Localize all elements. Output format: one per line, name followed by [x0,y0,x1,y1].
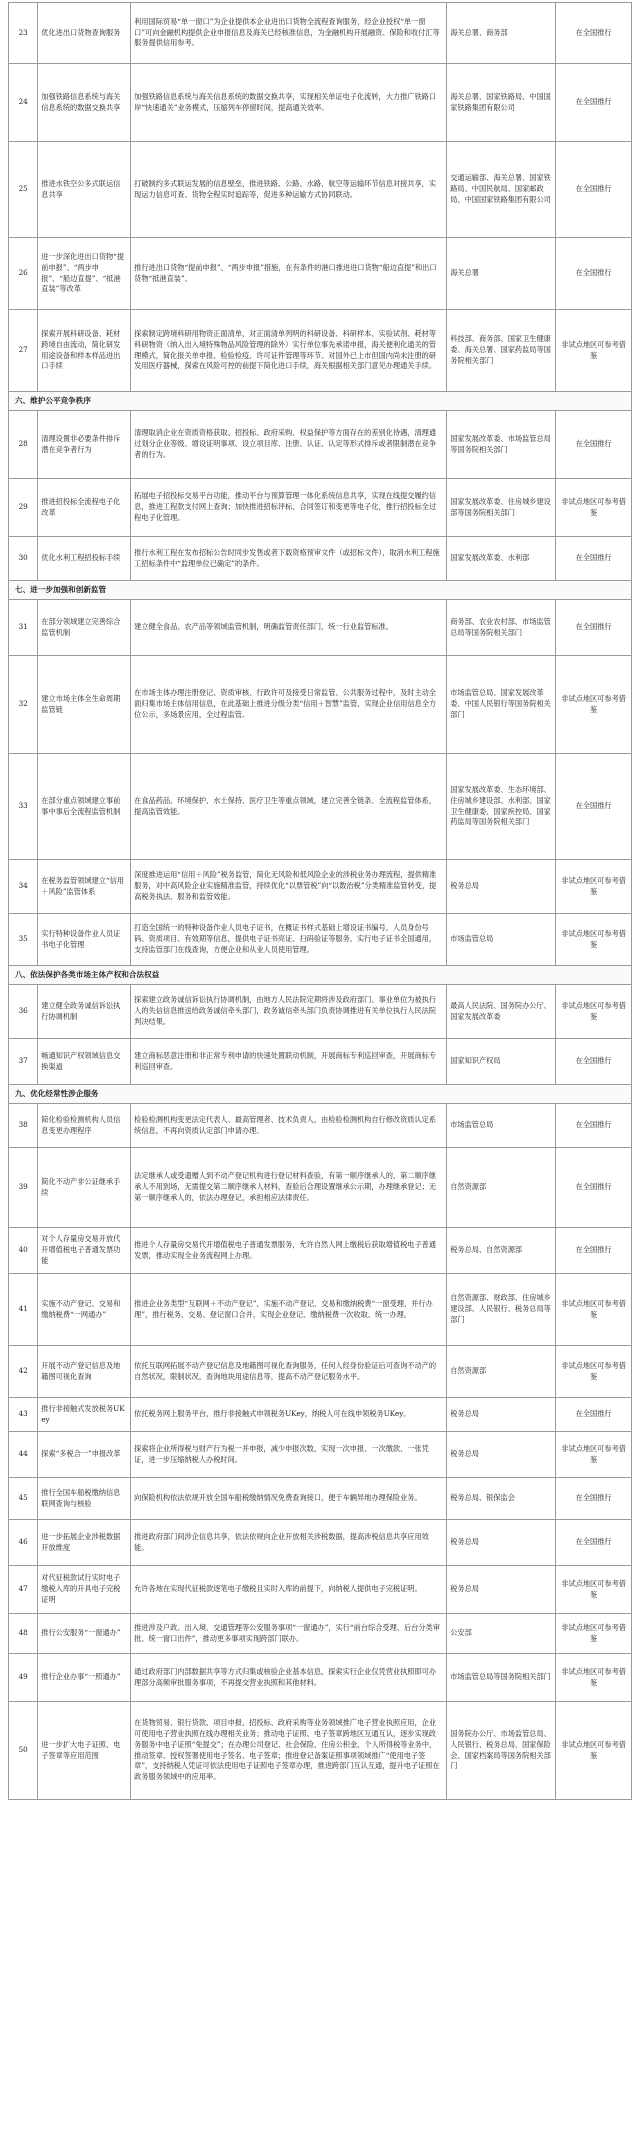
section-title: 九、优化经常性涉企服务 [9,1085,632,1104]
responsible-departments: 税务总局 [447,1398,556,1432]
reform-item-name: 优化进出口货物查询服务 [38,3,131,64]
responsible-departments: 自然资源部、财政部、住房城乡建设部、人民银行、税务总局等部门 [447,1274,556,1346]
reform-item-name: 对代征税款试行实时电子缴税入库的开具电子完税证明 [38,1566,131,1614]
reform-item-content: 允许各地在实现代征税款逐笔电子缴税且实时入库的前提下，向纳税人提供电子完税证明。 [131,1566,447,1614]
responsible-departments: 市场监管总局 [447,914,556,966]
responsible-departments: 公安部 [447,1614,556,1654]
reform-item-content: 通过政府部门内部数据共享等方式归集或核验企业基本信息，探索实行企业仅凭营业执照即可办理部分高频审批服务事项，不再提交营业执照和其他材料。 [131,1654,447,1702]
responsible-departments: 自然资源部 [447,1148,556,1228]
row-number: 47 [9,1566,38,1614]
implementation-scope: 非试点地区可参考借鉴 [556,1614,632,1654]
row-number: 29 [9,479,38,537]
reform-item-name: 在部分领域建立完善综合监管机制 [38,600,131,656]
responsible-departments: 海关总署、商务部 [447,3,556,64]
row-number: 23 [9,3,38,64]
implementation-scope: 非试点地区可参考借鉴 [556,985,632,1039]
reform-item-name: 加强铁路信息系统与海关信息系统的数据交换共享 [38,64,131,142]
section-title: 六、维护公平竞争秩序 [9,392,632,411]
table-row [9,411,632,479]
reform-item-content: 在市场主体办理注册登记、资质审核、行政许可及接受日常监管、公共服务过程中，及时主动全面归集市场主体信用信息，在此基础上推进分级分类“信用＋智慧”监管，实现企业信用信息全方位公示，多场景应用，全过程监管。 [131,656,447,754]
reform-item-content: 向保险机构依法依规开放全国车船税缴纳情况免费查询接口，便于车辆异地办理保险业务。 [131,1478,447,1520]
row-number: 25 [9,142,38,238]
responsible-departments: 国家知识产权局 [447,1039,556,1085]
reform-item-name: 进一步拓展企业涉税数据开放维度 [38,1520,131,1566]
reform-item-content: 清理取消企业在资质资格获取、招投标、政府采购、权益保护等方面存在的差别化待遇，清理通过划分企业等级、增设证明事项、设立项目库、注册、认证、认定等形式排斥或者限制潜在竞争者的行为。 [131,411,447,479]
table-row [9,754,632,860]
row-number: 49 [9,1654,38,1702]
responsible-departments: 税务总局 [447,1432,556,1478]
reform-item-content: 依托互联网拓展不动产登记信息及地籍图可视化查询服务，任何人经身份验证后可查询不动产的自然状况，限制状况，查询地块用途信息等，提高不动产登记服务水平。 [131,1346,447,1398]
reform-item-content: 探索将企业所得税与财产行为税一并申报，减少申报次数，实现一次申报、一次缴款、一张凭证，进一步压缩纳税人办税时间。 [131,1432,447,1478]
implementation-scope: 在全国推行 [556,1104,632,1148]
reform-item-name: 推行全国车船税缴纳信息联网查询与核验 [38,1478,131,1520]
reform-item-name: 在部分重点领域建立事前事中事后全流程监管机制 [38,754,131,860]
implementation-scope: 在全国推行 [556,1039,632,1085]
reform-item-name: 清理设置非必要条件排斥潜在竞争者行为 [38,411,131,479]
row-number: 40 [9,1228,38,1274]
implementation-scope: 在全国推行 [556,1520,632,1566]
reform-item-name: 进一步扩大电子证照、电子签章等应用范围 [38,1702,131,1800]
row-number: 48 [9,1614,38,1654]
reform-item-content: 拓展电子招投标交易平台功能，推动平台与预算管理一体化系统信息共享，实现在线提交履约信息，推进工程款支付网上查询；加快推进招标评标、合同签订和变更等电子化，推行招投标全过程电子化管理。 [131,479,447,537]
table-row [9,537,632,581]
responsible-departments: 国家发展改革委、水利部 [447,537,556,581]
row-number: 35 [9,914,38,966]
implementation-scope: 在全国推行 [556,1148,632,1228]
table-row [9,1039,632,1085]
table-row [9,1702,632,1800]
row-number: 31 [9,600,38,656]
reform-item-content: 利用国际贸易“单一窗口”为企业提供本企业进出口货物全流程查询服务，经企业授权“单一窗口”可向金融机构提供企业申报信息及海关已经核准信息，为金融机构开展融资、保险和收付汇等服务提供信用参考。 [131,3,447,64]
reform-item-content: 深度推进运用“信用＋风险”税务监管，简化无风险和低风险企业的涉税业务办理流程，提供精准服务，对中高风险企业实施精准监管，持续优化“以票管税”向“以数治税”分类精准监管转变，提高税务执法、服务和监管效能。 [131,860,447,914]
row-number: 42 [9,1346,38,1398]
reform-item-content: 推进企业务类型“互联网＋不动产登记”，实施不动产登记、交易和缴纳税费“一窗受理、并行办理”，推行税务、交易、登记窗口合并，实现企业登记、缴纳税费一次收取、统一办理。 [131,1274,447,1346]
reform-item-content: 打造全国统一的特种设备作业人员电子证书，在概证书样式基础上增设证书编号，人员身份号码、资质项目、有效期等信息，提供电子证书亮证、扫码验证等服务，实行电子证书全国通用，支持监管部门在线查询，方便企业和从业人员使用管理。 [131,914,447,966]
reform-item-name: 推行公安服务“一窗通办” [38,1614,131,1654]
responsible-departments: 交通运输部、海关总署、国家铁路局、中国民航局、国家邮政局、中国国家铁路集团有限公司 [447,142,556,238]
responsible-departments: 国家发展改革委、住房城乡建设部等国务院相关部门 [447,479,556,537]
row-number: 37 [9,1039,38,1085]
responsible-departments: 海关总署、国家铁路局、中国国家铁路集团有限公司 [447,64,556,142]
row-number: 44 [9,1432,38,1478]
implementation-scope: 非试点地区可参考借鉴 [556,860,632,914]
implementation-scope: 在全国推行 [556,1478,632,1520]
table-row [9,1274,632,1346]
implementation-scope: 非试点地区可参考借鉴 [556,310,632,392]
section-heading-row [9,1085,632,1104]
section-title: 八、依法保护各类市场主体产权和合法权益 [9,966,632,985]
table-row [9,1478,632,1520]
responsible-departments: 海关总署 [447,238,556,310]
section-heading-row [9,966,632,985]
reform-item-name: 建立健全政务诚信诉讼执行协调机制 [38,985,131,1039]
row-number: 50 [9,1702,38,1800]
reform-item-content: 建立商标恶意注册和非正常专利申请的快速处置联动机制，开展商标专利巡回审查，开展商标专利巡回审查。 [131,1039,447,1085]
reform-item-content: 打破制约多式联运发展的信息壁垒，推进铁路、公路、水路、航空等运输环节信息对接共享，实现运力信息可查、货物全程实时追踪等，促进多种运输方式协同联动。 [131,142,447,238]
row-number: 33 [9,754,38,860]
reform-item-name: 推进水铁空公多式联运信息共享 [38,142,131,238]
row-number: 30 [9,537,38,581]
implementation-scope: 非试点地区可参考借鉴 [556,1654,632,1702]
responsible-departments: 市场监管总局 [447,1104,556,1148]
reform-item-content: 探索建立政务诚信诉讼执行协调机制，由地方人民法院定期将涉及政府部门、事业单位为被执行人的失信信息推送给政务诚信牵头部门，政务诚信牵头部门负责协调推进有关单位执行人民法院判决结果。 [131,985,447,1039]
reform-item-name: 进一步深化进出口货物“提前申报”、“两步申报”、“船边直提”、“抵港直装”等改革 [38,238,131,310]
implementation-scope: 在全国推行 [556,1228,632,1274]
row-number: 34 [9,860,38,914]
reform-item-content: 推进涉及户政、出入境、交通管理等公安服务事项“一窗通办”，实行“前台综合受理、后台分类审批、统一窗口出件”，推动更多事项实现跨部门联办。 [131,1614,447,1654]
row-number: 27 [9,310,38,392]
row-number: 26 [9,238,38,310]
implementation-scope: 在全国推行 [556,411,632,479]
row-number: 39 [9,1148,38,1228]
reform-item-name: 推行非接触式发放税务UKey [38,1398,131,1432]
table-row [9,600,632,656]
reform-item-name: 建立市场主体全生命周期监管链 [38,656,131,754]
row-number: 46 [9,1520,38,1566]
implementation-scope: 非试点地区可参考借鉴 [556,479,632,537]
implementation-scope: 非试点地区可参考借鉴 [556,656,632,754]
reform-item-name: 推进招投标全流程电子化改革 [38,479,131,537]
implementation-scope: 非试点地区可参考借鉴 [556,1566,632,1614]
reform-item-content: 检验检测机构变更法定代表人、最高管理者、技术负责人，由检验检测机构自行修改资质认定系统信息，不再向资质认定部门申请办理。 [131,1104,447,1148]
row-number: 36 [9,985,38,1039]
responsible-departments: 国务院办公厅、市场监管总局、人民银行、税务总局、国家保险会、国家档案局等国务院相关部门 [447,1702,556,1800]
row-number: 41 [9,1274,38,1346]
table-row [9,64,632,142]
responsible-departments: 税务总局 [447,1566,556,1614]
implementation-scope: 在全国推行 [556,600,632,656]
table-row [9,656,632,754]
reform-item-name: 在税务监管领域建立“信用＋风险”监管体系 [38,860,131,914]
responsible-departments: 税务总局、银保监会 [447,1478,556,1520]
section-title: 七、进一步加强和创新监管 [9,581,632,600]
implementation-scope: 在全国推行 [556,754,632,860]
reform-item-name: 简化不动产非公证继承手续 [38,1148,131,1228]
implementation-scope: 在全国推行 [556,64,632,142]
reform-item-content: 探索制定跨境科研用物资正面清单，对正面清单列明的科研设备、科研样本、实验试剂、耗材等科研物资（纳入出入境特殊物品风险管理的除外）实行单位事先承诺申报，海关便利化通关的管理模式，简化报关单申报、检验检疫、许可证件管理等环节。对国外已上市但国内尚未注册的研发用医疗器械，探索在风险可控的前提下简化进口手续，海关根据相关部门意见办理通关手续。 [131,310,447,392]
reform-item-content: 加强铁路信息系统与海关信息系统的数据交换共享，实现相关单证电子化流转，大力推广铁路口岸“快速通关”业务模式，压缩列车停留时间，提高通关效率。 [131,64,447,142]
table-row [9,1654,632,1702]
reform-item-name: 畅通知识产权领域信息交换渠道 [38,1039,131,1085]
table-row [9,1520,632,1566]
reform-measures-table [8,2,632,1800]
responsible-departments: 科技部、商务部、国家卫生健康委、海关总署、国家药监局等国务院相关部门 [447,310,556,392]
responsible-departments: 市场监管总局等国务院相关部门 [447,1654,556,1702]
reform-item-content: 推进政府部门间涉企信息共享，依法依规向企业开放相关涉税数据，提高涉税信息共享应用效能。 [131,1520,447,1566]
row-number: 32 [9,656,38,754]
implementation-scope: 非试点地区可参考借鉴 [556,1274,632,1346]
row-number: 24 [9,64,38,142]
reform-item-content: 建立健全食品、农产品等领域监管机制，明确监管责任部门，统一行业监管标准。 [131,600,447,656]
reform-item-content: 推进个人存量房交易代开增值税电子普通发票服务，允许自然人网上缴税后获取增值税电子普通发票，推动实现全业务流程网上办理。 [131,1228,447,1274]
responsible-departments: 商务部、农业农村部、市场监管总局等国务院相关部门 [447,600,556,656]
table-row [9,1566,632,1614]
implementation-scope: 在全国推行 [556,1398,632,1432]
reform-item-name: 实行特种设备作业人员证书电子化管理 [38,914,131,966]
reform-item-name: 探索开展科研设备、耗材跨境自由流动，简化研发用途设备和样本样品进出口手续 [38,310,131,392]
row-number: 45 [9,1478,38,1520]
reform-item-name: 优化水利工程招投标手续 [38,537,131,581]
reform-item-name: 简化检验检测机构人员信息变更办理程序 [38,1104,131,1148]
table-row [9,3,632,64]
table-row [9,238,632,310]
reform-item-content: 在货物贸易、银行贷款、项目申报、招投标、政府采购等业务领域推广电子营业执照应用，企业可使用电子营业执照在线办理相关业务；推动电子证照、电子签章跨地区互通互认，逐步实现政务服务中电子证照“免提交”；在办理公司登记、社会保险、住房公积金、个人所得税等业务中，推动签章、授权签署使用电子签名、电子签章；推进登记备案证照事项领域推广“使用电子签章”，支持纳税人凭证可依法使用电子证照电子签章办理，推进跨部门互认互通，提升电子证照在政务服务领域中的应用率。 [131,1702,447,1800]
table-row [9,310,632,392]
reform-item-content: 法定继承人或受遗赠人到不动产登记机构进行登记材料查验，有第一顺序继承人的，第二顺序继承人不用到场，无需提交第二顺序继承人材料，查验后合理设置继承公示期，办理继承登记；无第一顺序继承人的，依法办理登记，承担相应法律责任。 [131,1148,447,1228]
table-row [9,479,632,537]
section-heading-row [9,392,632,411]
table-row [9,914,632,966]
reform-item-name: 推行企业办事“一照通办” [38,1654,131,1702]
table-row [9,142,632,238]
table-row [9,1104,632,1148]
reform-item-content: 在食品药品、环境保护、水土保持、医疗卫生等重点领域，建立完善全链条、全流程监管体系，提高监管效能。 [131,754,447,860]
implementation-scope: 在全国推行 [556,537,632,581]
responsible-departments: 国家发展改革委、市场监管总局等国务院相关部门 [447,411,556,479]
reform-item-name: 开展不动产登记信息及地籍图可视化查询 [38,1346,131,1398]
reform-item-content: 依托税务网上服务平台，推行非接触式申领税务UKey，纳税人可在线申领税务UKey。 [131,1398,447,1432]
responsible-departments: 国家发展改革委、生态环境部、住房城乡建设部、水利部、国家卫生健康委、国家疾控局、国家药监局等国务院相关部门 [447,754,556,860]
table-row [9,1148,632,1228]
row-number: 38 [9,1104,38,1148]
implementation-scope: 非试点地区可参考借鉴 [556,1432,632,1478]
section-heading-row [9,581,632,600]
implementation-scope: 在全国推行 [556,3,632,64]
table-row [9,985,632,1039]
implementation-scope: 非试点地区可参考借鉴 [556,1346,632,1398]
reform-item-name: 对个人存量房交易开放代开增值税电子普通发票功能 [38,1228,131,1274]
table-row [9,1614,632,1654]
table-row [9,1228,632,1274]
row-number: 43 [9,1398,38,1432]
reform-item-name: 实施不动产登记、交易和缴纳税费“一网通办” [38,1274,131,1346]
implementation-scope: 非试点地区可参考借鉴 [556,1702,632,1800]
reform-measures-table-page [8,2,632,1800]
reform-item-name: 探索“多税合一”申报改革 [38,1432,131,1478]
table-row [9,1398,632,1432]
responsible-departments: 税务总局 [447,1520,556,1566]
table-row [9,1346,632,1398]
table-body [9,3,632,1800]
responsible-departments: 税务总局、自然资源部 [447,1228,556,1274]
implementation-scope: 非试点地区可参考借鉴 [556,914,632,966]
responsible-departments: 税务总局 [447,860,556,914]
implementation-scope: 在全国推行 [556,142,632,238]
responsible-departments: 市场监管总局、国家发展改革委、中国人民银行等国务院相关部门 [447,656,556,754]
row-number: 28 [9,411,38,479]
reform-item-content: 推行水利工程在发布招标公告时同步发售或者下载资格预审文件（或招标文件），取消水利工程施工招标条件中“监理单位已确定”的条件。 [131,537,447,581]
responsible-departments: 最高人民法院、国务院办公厅、国家发展改革委 [447,985,556,1039]
responsible-departments: 自然资源部 [447,1346,556,1398]
implementation-scope: 在全国推行 [556,238,632,310]
reform-item-content: 推行进出口货物“提前申报”、“两步申报”措施，在有条件的港口推进进口货物“船边直提”和出口货物“抵港直装”。 [131,238,447,310]
table-row [9,1432,632,1478]
table-row [9,860,632,914]
